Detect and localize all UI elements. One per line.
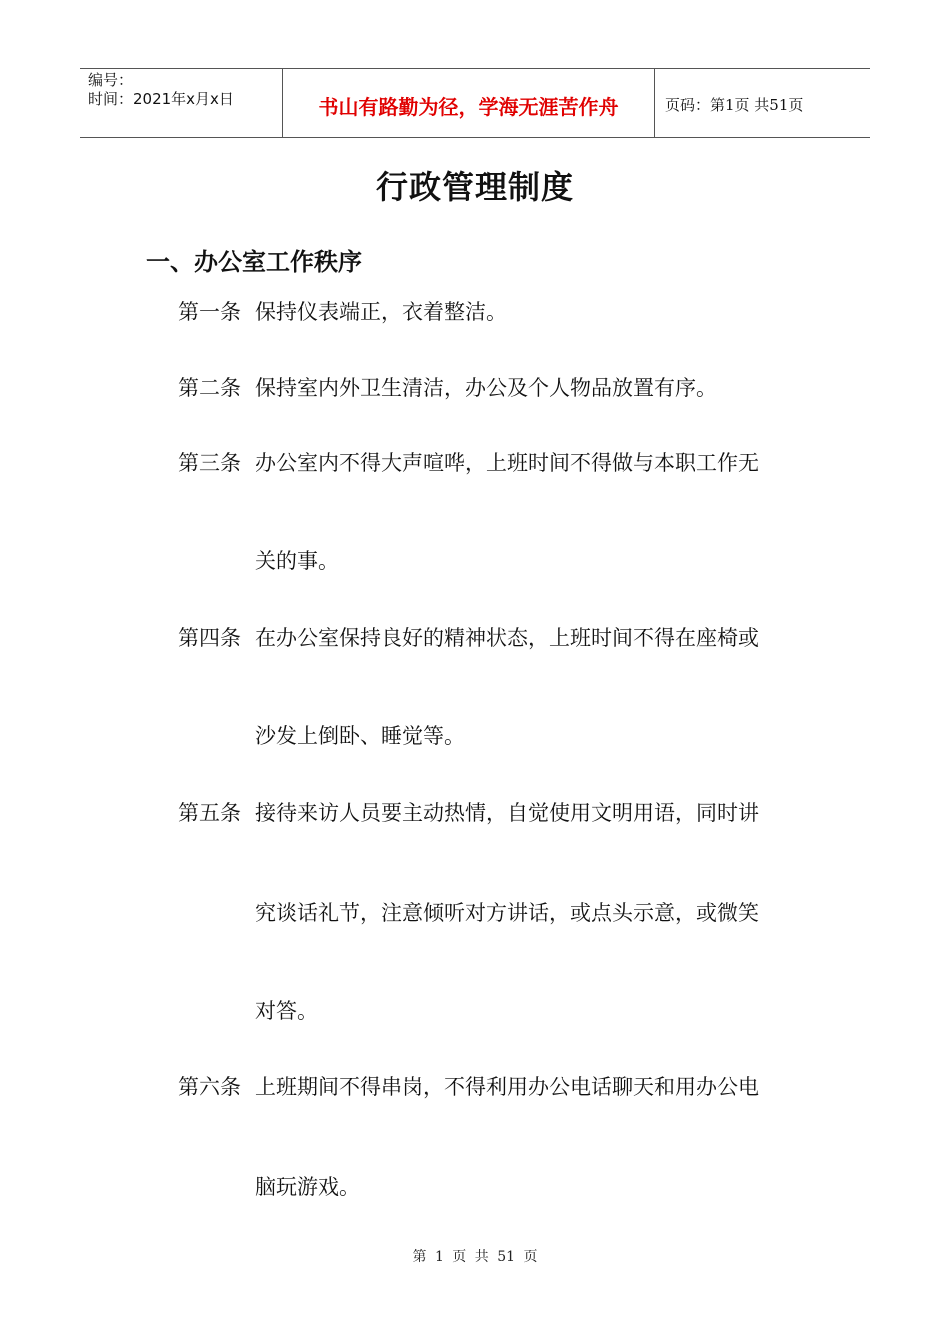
article-number: 第五条 (178, 801, 241, 825)
header-page-info: 页码：第1页 共51页 (665, 95, 804, 114)
article-text-line: 接待来访人员要主动热情，自觉使用文明用语，同时讲 (255, 801, 759, 825)
article-text-line: 在办公室保持良好的精神状态，上班时间不得在座椅或 (255, 626, 759, 650)
article-text-line: 究谈话礼节，注意倾听对方讲话，或点头示意，或微笑 (255, 901, 759, 925)
article-text-line: 保持仪表端正，衣着整洁。 (255, 300, 507, 324)
article-text-line: 对答。 (255, 999, 318, 1023)
article-number: 第一条 (178, 300, 241, 324)
article-number: 第二条 (178, 376, 241, 400)
article-text-line: 保持室内外卫生清洁，办公及个人物品放置有序。 (255, 376, 717, 400)
article-text-line: 脑玩游戏。 (255, 1175, 360, 1199)
article-text-line: 关的事。 (255, 549, 339, 573)
article-text-line: 办公室内不得大声喧哗，上班时间不得做与本职工作无 (255, 451, 759, 475)
page-footer: 第 1 页 共 51 页 (412, 1249, 538, 1265)
header-motto: 书山有路勤为径，学海无涯苦作舟 (282, 69, 655, 137)
page-header (80, 68, 870, 138)
article-number: 第六条 (178, 1075, 241, 1099)
article-number: 第三条 (178, 451, 241, 475)
document-time-label: 时间：2021年x月x日 (88, 90, 234, 108)
article-number: 第四条 (178, 626, 241, 650)
header-meta (80, 69, 282, 137)
article-text-line: 沙发上倒卧、睡觉等。 (255, 724, 465, 748)
document-title: 行政管理制度 (375, 168, 574, 206)
article-text-line: 上班期间不得串岗，不得利用办公电话聊天和用办公电 (255, 1075, 759, 1099)
document-number-label: 编号： (88, 71, 134, 89)
section-title: 一、办公室工作秩序 (146, 247, 362, 276)
